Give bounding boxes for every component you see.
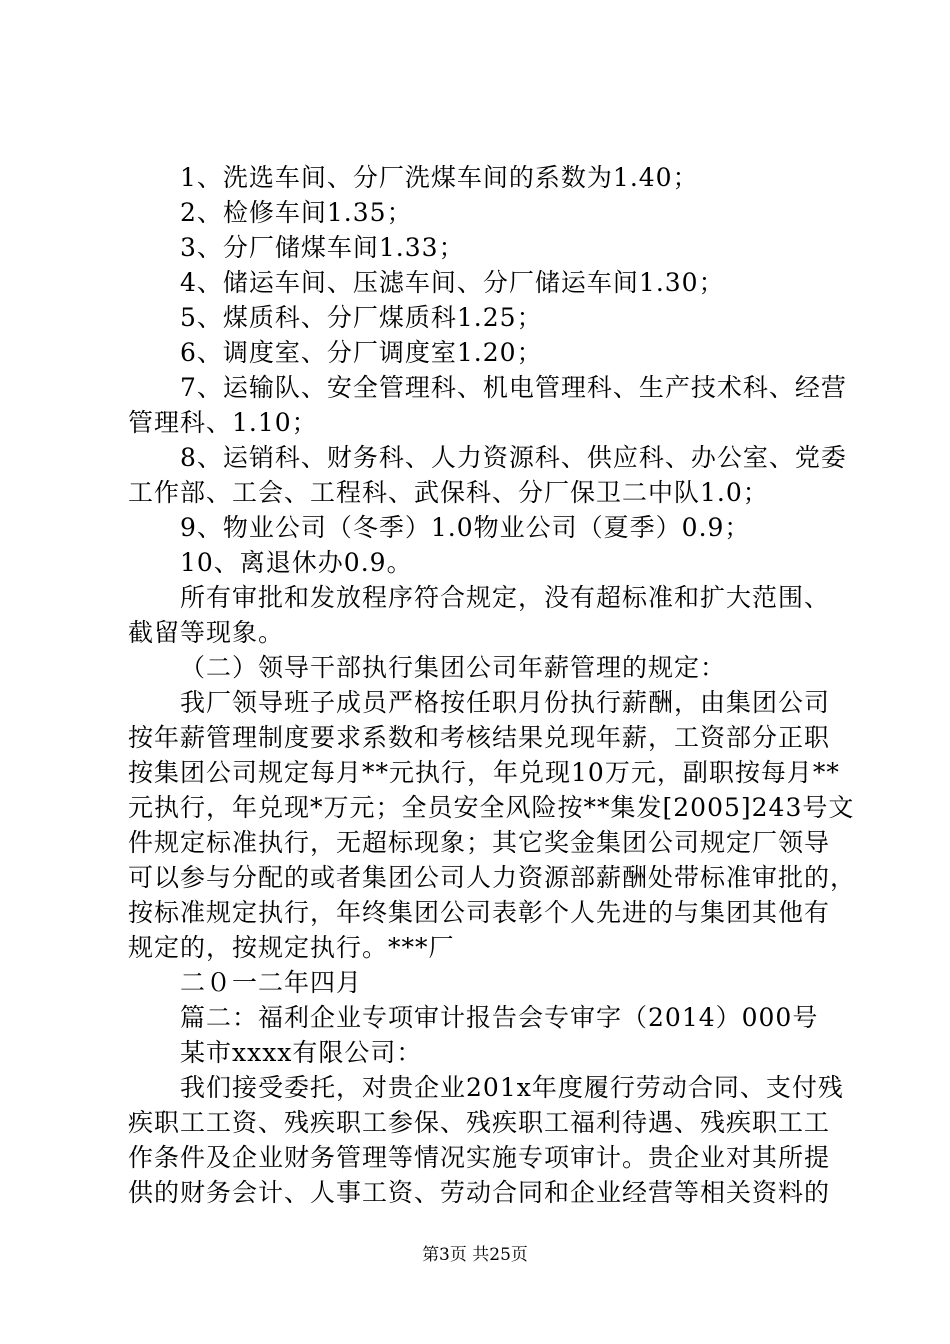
text-line: 供的财务会计、人事工资、劳动合同和企业经营等相关资料的	[128, 1178, 831, 1207]
date-line: 二０一二年四月	[180, 968, 363, 997]
text-line: 元执行，年兑现*万元；全员安全风险按**集发[2005]243号文	[128, 793, 855, 822]
text-line: 所有审批和发放程序符合规定，没有超标准和扩大范围、	[180, 583, 831, 612]
text-line: 8、运销科、财务科、人力资源科、供应科、办公室、党委	[180, 443, 847, 472]
text-line: 作条件及企业财务管理等情况实施专项审计。贵企业对其所提	[128, 1143, 831, 1172]
text-line: 我厂领导班子成员严格按任职月份执行薪酬，由集团公司	[180, 688, 831, 717]
text-line: 3、分厂储煤车间1.33；	[180, 233, 465, 262]
addressee-line: 某市xxxx有限公司：	[180, 1038, 423, 1067]
text-line: 疾职工工资、残疾职工参保、残疾职工福利待遇、残疾职工工	[128, 1108, 831, 1137]
text-line: 6、调度室、分厂调度室1.20；	[180, 338, 543, 367]
page-number-footer: 第3页 共25页	[422, 1245, 528, 1265]
section-heading: （二）领导干部执行集团公司年薪管理的规定：	[180, 653, 727, 682]
text-line: 9、物业公司（冬季）1.0物业公司（夏季）0.9；	[180, 513, 751, 542]
text-line: 按年薪管理制度要求系数和考核结果兑现年薪，工资部分正职	[128, 723, 831, 752]
text-line: 10、离退休办0.9。	[180, 548, 413, 577]
text-line: 规定的，按规定执行。***厂	[128, 933, 455, 962]
text-line: 管理科、1.10；	[128, 408, 318, 437]
section-heading: 篇二：福利企业专项审计报告会专审字（2014）000号	[180, 1003, 819, 1032]
text-line: 2、检修车间1.35；	[180, 198, 413, 227]
text-line: 我们接受委托，对贵企业201x年度履行劳动合同、支付残	[180, 1073, 844, 1102]
text-line: 截留等现象。	[128, 618, 285, 647]
text-line: 1、洗选车间、分厂洗煤车间的系数为1.40；	[180, 163, 699, 192]
text-line: 5、煤质科、分厂煤质科1.25；	[180, 303, 543, 332]
text-line: 7、运输队、安全管理科、机电管理科、生产技术科、经营	[180, 373, 847, 402]
text-line: 4、储运车间、压滤车间、分厂储运车间1.30；	[180, 268, 725, 297]
text-line: 工作部、工会、工程科、武保科、分厂保卫二中队1.0；	[128, 478, 769, 507]
text-line: 件规定标准执行，无超标现象；其它奖金集团公司规定厂领导	[128, 828, 831, 857]
text-line: 按集团公司规定每月**元执行，年兑现10万元，副职按每月**	[128, 758, 840, 787]
text-line: 按标准规定执行，年终集团公司表彰个人先进的与集团其他有	[128, 898, 831, 927]
text-line: 可以参与分配的或者集团公司人力资源部薪酬处带标准审批的，	[128, 863, 857, 892]
